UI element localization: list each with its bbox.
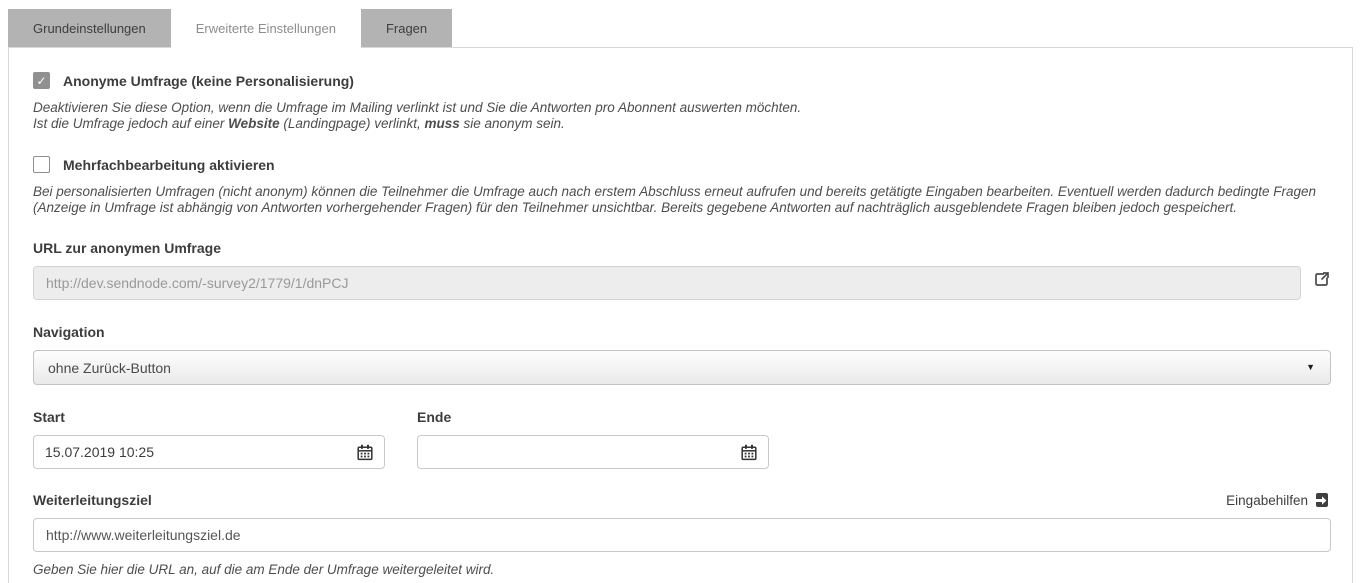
end-date-col: [417, 409, 769, 469]
anonymous-hint-line2-bold1: Website: [228, 115, 280, 131]
navigation-label: Navigation: [33, 324, 105, 340]
anonymous-url-input[interactable]: [33, 266, 1301, 300]
calendar-icon: [741, 449, 757, 464]
external-link-icon: [1312, 277, 1331, 292]
anonymous-hint-line2-bold2: muss: [424, 115, 460, 131]
redirect-label: Weiterleitungsziel: [33, 492, 152, 508]
input-helper-icon: [1315, 492, 1331, 508]
start-date-input[interactable]: [45, 444, 357, 460]
tab-grundeinstellungen[interactable]: Grundeinstellungen: [8, 9, 171, 47]
multi-edit-hint: Bei personalisierten Umfragen (nicht anonym) können die Teilnehmer die Umfrage auch nach erstem Abschluss erneut aufrufen und bereits getätigte Eingaben bearbeiten. Eventuell werden dadurch bedingte Fragen (Anzeige in Umfrage ist abhängig von Antworten vorhergehender Fragen) für den Teilnehmer unsichtbar. Bereits gegebene Antworten auf nachträglich ausgeblendete Fragen bleiben jedoch gespeichert.: [33, 184, 1317, 215]
anonymous-survey-hint: [33, 100, 1323, 131]
multi-edit-label: Mehrfachbearbeitung aktivieren: [63, 156, 275, 173]
redirect-section: [33, 492, 1331, 578]
anonymous-survey-label: Anonyme Umfrage (keine Personalisierung): [63, 72, 354, 89]
multi-edit-checkbox[interactable]: [33, 156, 50, 173]
end-label: Ende: [417, 409, 452, 425]
redirect-url-input[interactable]: [33, 518, 1331, 552]
start-label: Start: [33, 409, 65, 425]
anonymous-url-section: [33, 240, 1331, 300]
navigation-section: [33, 324, 1331, 385]
tab-erweiterte-einstellungen[interactable]: Erweiterte Einstellungen: [171, 8, 361, 48]
start-date-col: [33, 409, 385, 469]
settings-panel: [8, 47, 1353, 583]
input-helpers-label: Eingabehilfen: [1226, 492, 1308, 508]
start-calendar-button[interactable]: [357, 444, 373, 461]
anonymous-survey-checkbox[interactable]: [33, 72, 50, 89]
navigation-select[interactable]: [33, 350, 1331, 385]
anonymous-hint-line2-pre: Ist die Umfrage jedoch auf einer: [33, 115, 229, 131]
end-date-input[interactable]: [429, 444, 741, 460]
open-url-button[interactable]: [1312, 270, 1331, 289]
anonymous-hint-line2-mid: (Landingpage) verlinkt,: [279, 115, 425, 131]
check-icon: ✓: [36, 73, 47, 88]
anonymous-survey-row: [33, 72, 1331, 89]
chevron-down-icon: ▼: [1306, 362, 1315, 372]
end-calendar-button[interactable]: [741, 444, 757, 461]
anonymous-hint-line1: Deaktivieren Sie diese Option, wenn die Umfrage im Mailing verlinkt ist und Sie die Antworten pro Abonnent auswerten möchten.: [33, 100, 802, 115]
redirect-hint: Geben Sie hier die URL an, auf die am Ende der Umfrage weitergeleitet wird.: [33, 562, 495, 577]
tab-bar: [0, 0, 1361, 47]
anonymous-hint-line2-post: sie anonym sein.: [459, 115, 565, 131]
anonymous-url-label: URL zur anonymen Umfrage: [33, 240, 221, 256]
tab-fragen[interactable]: Fragen: [361, 9, 452, 47]
calendar-icon: [357, 449, 373, 464]
input-helpers-link[interactable]: [1226, 492, 1331, 508]
multi-edit-row: [33, 156, 1331, 173]
date-range-row: [33, 409, 1331, 469]
navigation-selected-value: ohne Zurück-Button: [48, 359, 171, 376]
